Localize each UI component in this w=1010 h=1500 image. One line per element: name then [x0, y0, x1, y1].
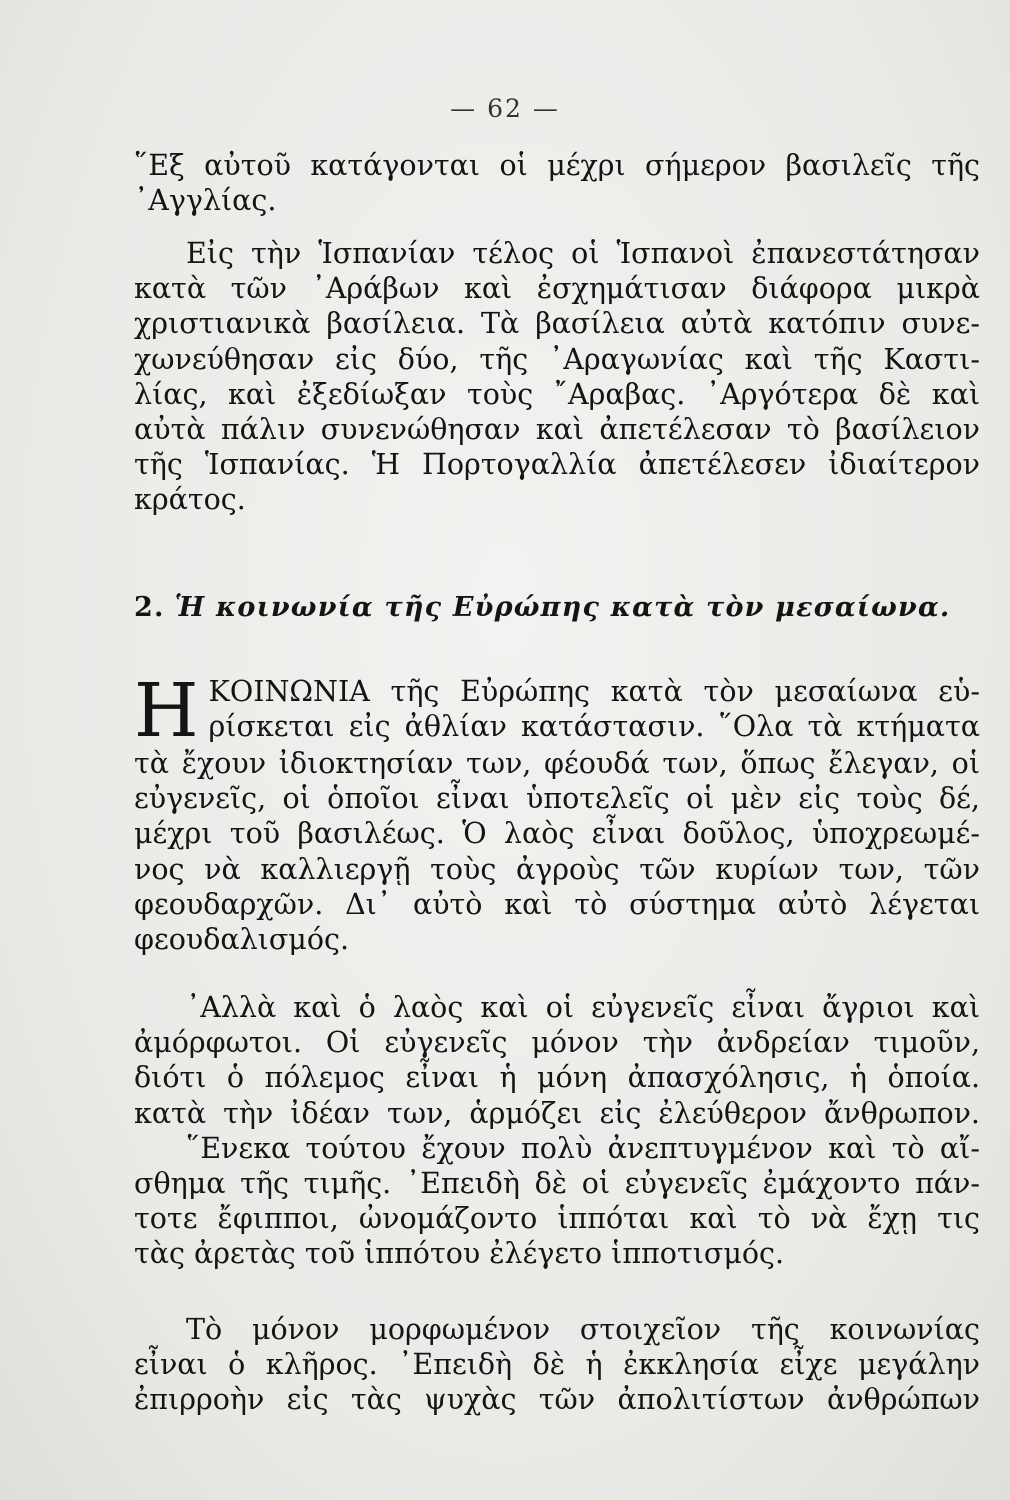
section-title: Ἡ κοινωνία τῆς Εὐρώπης κατὰ τὸν μεσαίωνα.: [174, 592, 951, 623]
section-number: 2.: [134, 592, 165, 623]
text-line: διότι ὁ πόλεμος εἶναι ἡ μόνη ἀπασχόλησις, ἡ ὁποία.: [134, 1061, 980, 1095]
text-line: Τὸ μόνον μορφωμένον στοιχεῖον τῆς κοινωνίας: [186, 1313, 980, 1346]
paragraph-clergy: [134, 1312, 980, 1418]
paragraph-society: [134, 668, 980, 957]
text-line: μέχρι τοῦ βασιλέως. Ὁ λαὸς εἶναι δοῦλος, ὑποχρεωμέ-: [134, 817, 980, 851]
text-line: κατὰ τῶν ᾿Αράβων καὶ ἐσχημάτισαν διάφορα μικρὰ: [134, 272, 980, 306]
text-line: τῆς Ἱσπανίας. Ἡ Πορτογαλλία ἀπετέλεσεν ἰδιαίτερον: [134, 448, 980, 482]
drop-cap: Η: [134, 668, 199, 754]
text-line: σθημα τῆς τιμῆς. ᾿Επειδὴ δὲ οἱ εὐγενεῖς ἐμάχοντο πάν-: [134, 1167, 980, 1201]
text-line: εὐγενεῖς, οἱ ὁποῖοι εἶναι ὑποτελεῖς οἱ μὲν εἰς τοὺς δέ,: [134, 782, 980, 816]
text-line: φεουδαλισμός.: [134, 923, 350, 957]
text-line: αὐτὰ πάλιν συνενώθησαν καὶ ἀπετέλεσαν τὸ βασίλειον: [134, 413, 980, 447]
text-line: τὰς ἀρετὰς τοῦ ἱππότου ἐλέγετο ἱπποτισμός.: [134, 1237, 785, 1271]
text-line: ἐπιρροὴν εἰς τὰς ψυχὰς τῶν ἀπολιτίστων ἀνθρώπων: [134, 1383, 980, 1417]
text-line: Εἰς τὴν Ἱσπανίαν τέλος οἱ Ἱσπανοὶ ἐπανεστάτησαν: [186, 237, 980, 270]
text-line: κατὰ τὴν ἰδέαν των, ἁρμόζει εἰς ἐλεύθερον ἄνθρωπον.: [134, 1096, 980, 1130]
text-line: ῞Ενεκα τούτου ἔχουν πολὺ ἀνεπτυγμένον καὶ τὸ αἴ-: [186, 1131, 980, 1165]
section-heading: [134, 592, 980, 623]
text-line: ἀμόρφωτοι. Οἱ εὐγενεῖς μόνον τὴν ἀνδρείαν τιμοῦν,: [134, 1026, 980, 1060]
text-line: ῞Εξ αὐτοῦ κατάγονται οἱ μέχρι σήμερον βασιλεῖς τῆς: [134, 149, 980, 182]
text-line: νος νὰ καλλιεργῇ τοὺς ἀγροὺς τῶν κυρίων των, τῶν: [134, 852, 980, 886]
text-line: ᾿Αγγλίας.: [134, 184, 277, 218]
text-line: τοτε ἔφιπποι, ὠνομάζοντο ἱππόται καὶ τὸ νὰ ἔχῃ τις: [134, 1202, 980, 1236]
text-line: χριστιανικὰ βασίλεια. Τὰ βασίλεια αὐτὰ κατόπιν συνε-: [134, 307, 980, 341]
text-line: ΚΟΙΝΩΝΙΑ τῆς Εὐρώπης κατὰ τὸν μεσαίωνα εὑ-: [208, 675, 980, 708]
paragraph-england: [134, 148, 980, 218]
paragraph-spain: [134, 236, 980, 518]
text-line: χωνεύθησαν εἰς δύο, τῆς ᾿Αραγωνίας καὶ τῆς Καστι-: [134, 342, 980, 376]
text-line: ᾿Αλλὰ καὶ ὁ λαὸς καὶ οἱ εὐγενεῖς εἶναι ἄγριοι καὶ: [186, 991, 980, 1024]
text-line: εἶναι ὁ κλῆρος. ᾿Επειδὴ δὲ ἡ ἐκκλησία εἶχε μεγάλην: [134, 1348, 980, 1382]
text-line: λίας, καὶ ἐξεδίωξαν τοὺς ῎Αραβας. ᾿Αργότερα δὲ καὶ: [134, 377, 980, 411]
text-line: τὰ ἔχουν ἰδιοκτησίαν των, φέουδά των, ὅπως ἔλεγαν, οἱ: [134, 747, 980, 780]
text-line: κράτος.: [134, 483, 246, 517]
page-number: — 62 —: [450, 94, 560, 123]
text-line: ρίσκεται εἰς ἀθλίαν κατάστασιν. ῞Ολα τὰ κτήματα: [208, 710, 980, 744]
paragraph-nobility: [134, 990, 980, 1272]
text-line: φεουδαρχῶν. Δι᾿ αὐτὸ καὶ τὸ σύστημα αὐτὸ λέγεται: [134, 887, 980, 921]
